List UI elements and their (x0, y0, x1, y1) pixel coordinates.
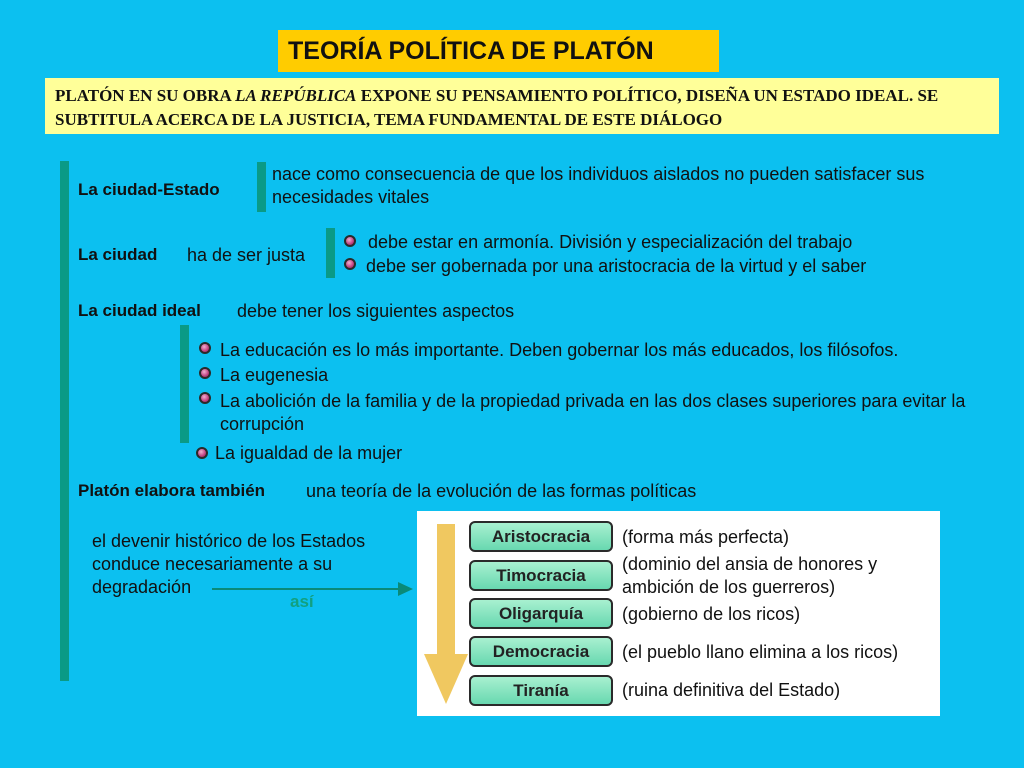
ciudad-estado-text: nace como consecuencia de que los individuos aislados no pueden satisfacer sus necesidades vitales (272, 164, 925, 207)
ciudad-bullet-1: debe estar en armonía. División y especialización del trabajo (368, 232, 853, 252)
bullet-icon (199, 367, 211, 379)
form-box-timocracia: Timocracia (469, 560, 613, 591)
down-arrow-icon (424, 524, 468, 708)
ciudad-bar (326, 228, 335, 278)
platon-label: Platón elabora también (78, 481, 266, 500)
ciudad-estado-bar (257, 162, 266, 212)
form-desc-aristocracia: (forma más perfecta) (622, 527, 790, 547)
bullet-icon (344, 235, 356, 247)
ciudad-bullet-2: debe ser gobernada por una aristocracia de la virtud y el saber (366, 256, 867, 276)
bullet-icon (199, 392, 211, 404)
platon-text: una teoría de la evolución de las formas políticas (306, 481, 697, 501)
page-title: TEORÍA POLÍTICA DE PLATÓN (278, 30, 719, 72)
form-desc-tirania: (ruina definitiva del Estado) (622, 680, 841, 700)
ideal-bullet-2: La eugenesia (220, 365, 329, 385)
intro-box (45, 78, 999, 134)
form-box-democracia: Democracia (469, 636, 613, 667)
ciudad-ideal-bar (180, 325, 189, 443)
intro-text-2: EXPONE SU PENSAMIENTO POLÍTICO, DISEÑA UN ESTADO IDEAL. SE SUBTITULA ACERCA DE LA JUSTICIA, TEMA FUNDAMENTAL DE ESTE DIÁLOGO (55, 86, 939, 129)
ideal-bullet-3: La abolición de la familia y de la propiedad privada en las dos clases superiores para evitar la corrupción (220, 391, 966, 434)
ideal-bullet-1: La educación es lo más importante. Deben gobernar los más educados, los filósofos. (220, 340, 899, 360)
arrow-label: así (290, 592, 314, 611)
ciudad-ideal-text: debe tener los siguientes aspectos (237, 301, 515, 321)
bullet-icon (196, 447, 208, 459)
intro-work-title: LA REPÚBLICA (235, 86, 357, 105)
main-vertical-bar (60, 161, 69, 681)
form-box-tirania: Tiranía (469, 675, 613, 706)
bullet-icon (344, 258, 356, 270)
ciudad-ideal-label: La ciudad ideal (78, 301, 201, 320)
intro-text-1: PLATÓN EN SU OBRA (55, 86, 236, 105)
form-desc-timocracia: (dominio del ansia de honores y ambición de los guerreros) (622, 554, 878, 597)
form-box-aristocracia: Aristocracia (469, 521, 613, 552)
ciudad-label: La ciudad (78, 245, 158, 264)
ciudad-estado-label: La ciudad-Estado (78, 180, 220, 199)
form-box-oligarquia: Oligarquía (469, 598, 613, 629)
ciudad-text: ha de ser justa (187, 245, 306, 265)
form-desc-oligarquia: (gobierno de los ricos) (622, 604, 801, 624)
bullet-icon (199, 342, 211, 354)
ideal-bullet-4: La igualdad de la mujer (215, 443, 403, 463)
form-desc-democracia: (el pueblo llano elimina a los ricos) (622, 642, 899, 662)
devenir-text: el devenir histórico de los Estados conduce necesariamente a su degradación (92, 531, 366, 597)
